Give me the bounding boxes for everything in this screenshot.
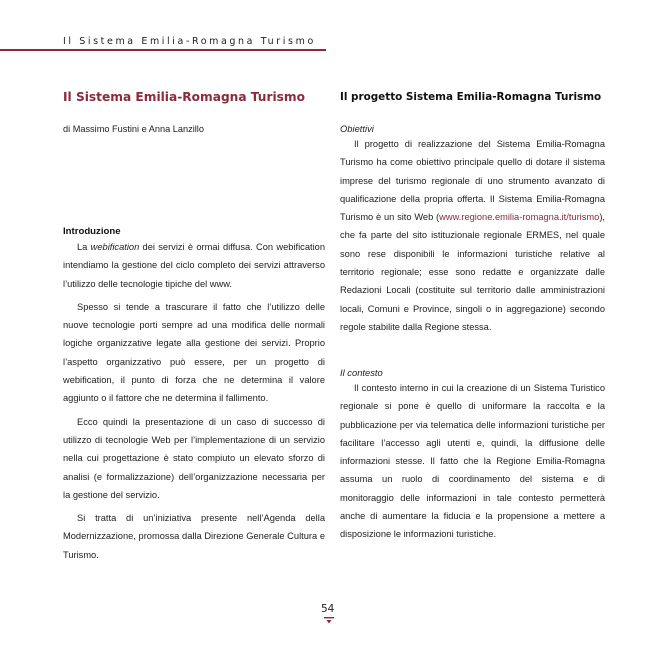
intro-p1-text: La [77,242,91,252]
header-rule [0,49,326,51]
obiettivi-paragraph [340,135,605,336]
page-marker-icon [324,617,334,624]
authors-line: di Massimo Fustini e Anna Lanzillo [63,124,204,134]
obiettivi-section [340,123,605,341]
introduction-section [63,226,325,569]
article-title: Il Sistema Emilia-Romagna Turismo [63,90,305,104]
webification-term: webification [90,242,140,252]
intro-paragraph-4: Si tratta di un’iniziativa presente nell’Agenda della Modernizzazione, promossa dalla Direzione Generale Cultura e Turismo. [63,513,325,560]
project-title: Il progetto Sistema Emilia-Romagna Turismo [340,91,602,103]
contesto-heading: Il contesto [340,367,383,378]
contesto-paragraph: Il contesto interno in cui la creazione di un Sistema Turistico regionale si pone è quello di uniformare la raccolta e la pubblicazione per via telematica delle informazioni turistiche per facilitare l’accesso agli utenti e, quindi, la diffusione delle informazioni stesse. Il fatto che la Regione Emilia-Romagna assuma un ruolo di coordinamento del sistema e di monitoraggio delle informazioni in tale contesto permetterà anche di aumentare la fiducia e la propensione a mettere a disposizione le informazioni turistiche. [340,383,605,540]
obiettivi-text: Il progetto di realizzazione del Sistema Emilia-Romagna Turismo ha come obiettivo principale quello di dotare il sistema imprese del turismo regionale di uno strumento avanzato di qualificazione della propria offerta. Il Sistema Emilia-Romagna Turismo è un sito Web ( [340,139,605,223]
website-link[interactable]: www.regione.emilia-romagna.it/turismo [439,212,600,223]
running-header: Il Sistema Emilia-Romagna Turismo [63,36,316,47]
introduction-heading: Introduzione [63,226,121,237]
intro-p1-text-rest: dei servizi è ormai diffusa. Con webification intendiamo la gestione del ciclo completo dei servizi attraverso l’utilizzo delle tecnologie tipiche del www. [63,242,325,289]
intro-paragraph-2: Spesso si tende a trascurare il fatto che l’utilizzo delle nuove tecnologie porti sempre ad una modifica delle normali logiche organizzative legate alla gestione dei servizi. Proprio l’aspetto organizzativo può essere, per un progetto di webification, il punto di forza che ne determina il valore aggiunto o il fattore che ne determina il fallimento. [63,301,325,404]
obiettivi-heading: Obiettivi [340,123,374,134]
obiettivi-text-rest: ), che fa parte del sito istituzionale regionale ERMES, nel quale sono rese disponibili le informazioni turistiche relative al territorio regionale; esse sono redatte e organizzate dalle Redazioni Locali (costituite sul territorio dalle amministrazioni locali, Comuni e Province, singoli o in aggregazione) secondo regole stabilite dalla Regione stessa. [340,212,605,332]
contesto-section [340,367,605,549]
intro-paragraph-1 [63,238,325,293]
page-number: 54 [321,603,335,615]
intro-paragraph-3: Ecco quindi la presentazione di un caso di successo di utilizzo di tecnologie Web per l’implementazione di un servizio nella cui progettazione è stato compiuto un elevato sforzo di analisi (e formalizzazione) dell’organizzazione necessaria per la gestione del servizio. [63,416,325,500]
